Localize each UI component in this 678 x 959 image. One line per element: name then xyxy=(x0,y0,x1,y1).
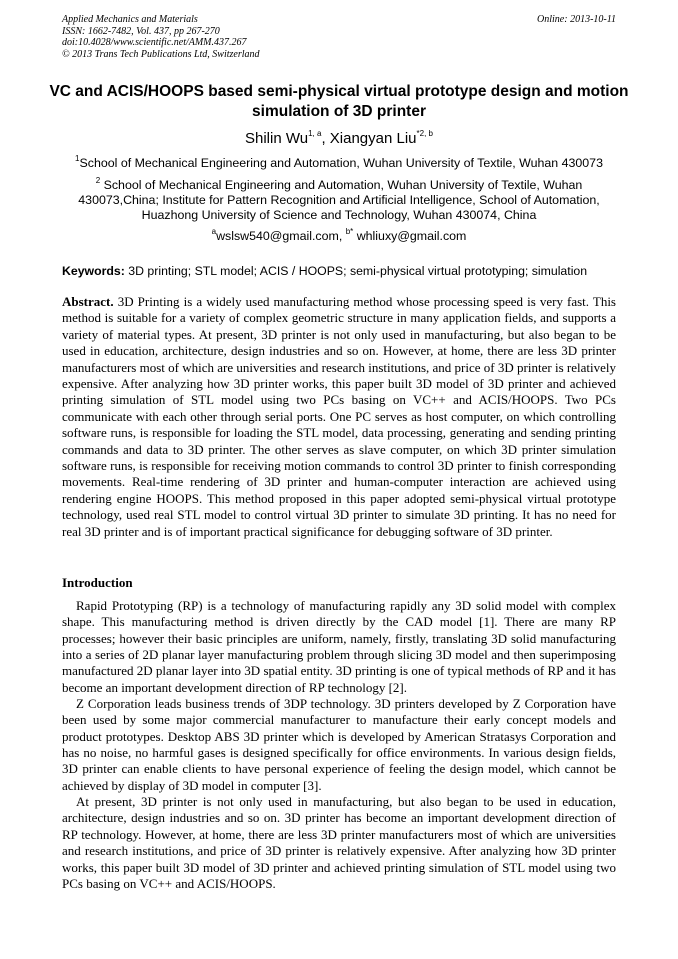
abstract-text: 3D Printing is a widely used manufacturing method whose processing speed is very fast. This method is suitable for a variety of complex geometric structure in many application fields, and supports a variety of material types. At present, 3D printer is not only used in manufacturing, but also began to be used in education, architecture, design industries and so on. However, at home, there are less 3D printer manufacturers most of which are universities and research institutions, and price of 3D printer is relatively expensive. After analyzing how 3D printer works, this paper built 3D model of 3D printer and achieved printing simulation of STL model using two PCs basing on VC++ and ACIS/HOOPS. Two PCs communicate with each other through serial ports. One PC serves as host computer, on which controlling software runs, is responsible for loading the STL model, data processing, generating and sending printing commands and data to 3D printer. The other serves as slave computer, on which 3D printer simulation software runs, is responsible for receiving motion commands to control 3D printer to finish corresponding movements. Real-time rendering of 3D printer and human-computer interaction are achieved using rendering engine HOOPS. This method proposed in this paper adopted semi-physical virtual prototype technology, used real STL model to control virtual 3D printer to simulate 3D printing. It has no need for real 3D printer and is of important practical significance for debugging software of 3D printer. xyxy=(62,294,616,539)
journal-name: Applied Mechanics and Materials xyxy=(62,14,198,25)
online-date: Online: 2013-10-11 xyxy=(537,14,616,25)
affiliation-number: 1 xyxy=(75,153,80,163)
doi-line: doi:10.4028/www.scientific.net/AMM.437.267 xyxy=(62,37,247,49)
affiliation-text: School of Mechanical Engineering and Automation, Wuhan University of Textile, Wuhan 430073 xyxy=(79,156,603,170)
email-address: wslsw540@gmail.com, xyxy=(216,229,346,243)
affiliation-text: School of Mechanical Engineering and Automation, Wuhan University of Textile, Wuhan 430073,China; Institute for Pattern Recognition and Artificial Intelligence, School of Automation, Huazhong University of Science and Technology, Wuhan 430074, China xyxy=(78,178,600,223)
paragraph: At present, 3D printer is not only used in manufacturing, but also began to be used in education, architecture, design industries and so on. 3D printer has become an important development direction of RP technology. However, at home, there are less 3D printer manufacturers most of which are universities and research institutions, and price of 3D printer is relatively expensive. After analyzing how 3D printer works, this paper built 3D model of 3D printer and achieved printing simulation of STL model using two PCs basing on VC++ and ACIS/HOOPS. xyxy=(62,794,616,891)
author-name: Shilin Wu xyxy=(245,130,309,147)
keywords-text: 3D printing; STL model; ACIS / HOOPS; semi-physical virtual prototyping; simulation xyxy=(124,264,588,278)
section-heading-introduction: Introduction xyxy=(62,575,133,590)
introduction-body xyxy=(62,598,616,892)
author-separator: , xyxy=(321,130,330,147)
author-superscript: 1, a xyxy=(308,129,322,138)
paragraph: Z Corporation leads business trends of 3DP technology. 3D printers developed by Z Corporation have been used by some major commercial manufacturer to manufacture their early concept models and product prototypes. Desktop ABS 3D printer which is developed by American Stratasys Corporation and has no noise, no harmful gases is designed specifically for office environments. In various design fields, 3D printer can enable clients to have personal experience of feeling the design model, which cannot be achieved by display of 3D model in computer [3]. xyxy=(62,696,616,793)
keywords-label: Keywords: xyxy=(62,264,125,278)
abstract xyxy=(62,294,616,540)
email-superscript: a xyxy=(211,226,217,236)
keywords xyxy=(62,264,616,279)
author-line xyxy=(40,129,638,148)
paragraph: Rapid Prototyping (RP) is a technology of manufacturing rapidly any 3D solid model with complex shape. This manufacturing method is driven directly by the CAD model [1]. There are many RP processes; however their basic principles are uniform, namely, firstly, translating 3D solid manufacturing into a series of 2D planar layer manufacturing problem through slicing 3D model and then superimposing manufactured 2D planar layer into 3D spatial entity. 3D printing is one of typical methods of RP and it has become an important development direction of RP technology [2]. xyxy=(62,598,616,695)
copyright-line: © 2013 Trans Tech Publications Ltd, Switzerland xyxy=(62,48,260,60)
author-emails xyxy=(62,226,616,244)
author-superscript: *2, b xyxy=(416,129,433,138)
email-address: whliuxy@gmail.com xyxy=(353,229,467,243)
affiliation-1 xyxy=(62,153,616,171)
issn-line: ISSN: 1662-7482, Vol. 437, pp 267-270 xyxy=(62,25,220,37)
paper-title: VC and ACIS/HOOPS based semi-physical virtual prototype design and motion simulation of 3D printer xyxy=(49,83,629,120)
author-name: Xiangyan Liu xyxy=(329,130,417,147)
abstract-label: Abstract. xyxy=(62,294,114,309)
email-superscript: b* xyxy=(345,226,354,236)
affiliation-2 xyxy=(62,175,616,224)
journal-header xyxy=(62,14,616,60)
affiliation-number: 2 xyxy=(95,175,101,185)
